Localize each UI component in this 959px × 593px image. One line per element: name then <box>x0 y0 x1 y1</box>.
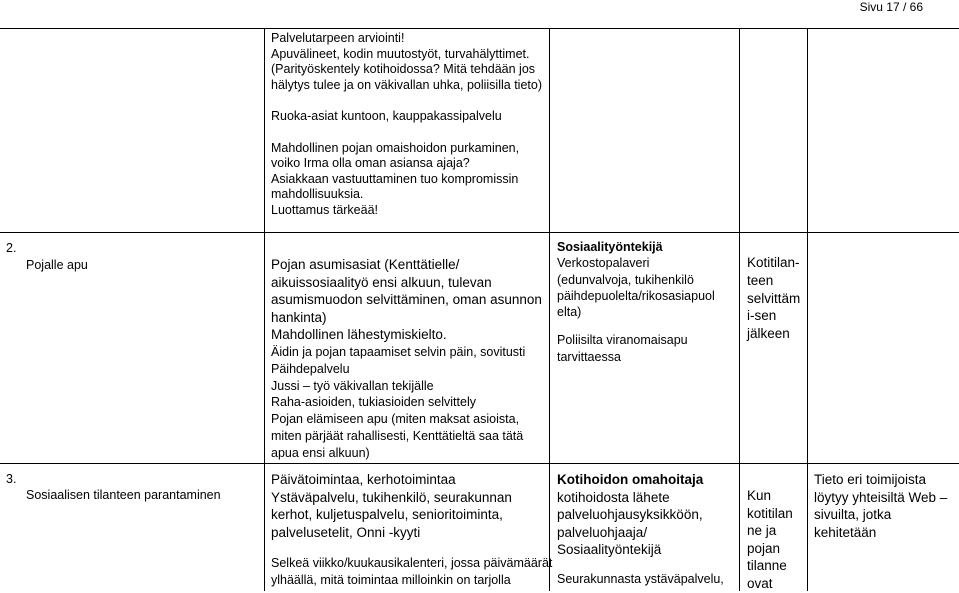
row3-timing-line: kotitilan <box>747 505 793 521</box>
row2-line: aikuissosiaalityö ensi alkuun, tulevan <box>271 274 492 290</box>
row3-number: 3. <box>6 472 17 486</box>
row3-line: Ystäväpalvelu, tukihenkilö, seurakunnan <box>271 489 512 505</box>
row3-responsible-cell <box>557 471 703 559</box>
row2-line: Raha-asioiden, tukiasioiden selvittely <box>271 395 476 410</box>
row1-line: voiko Irma olla oman asiansa ajaja? <box>271 156 470 170</box>
row3-actions-cell <box>271 471 512 541</box>
column-divider-3 <box>739 28 740 591</box>
row2-line: asumismuodon selvittäminen, oman asunnon <box>271 292 542 307</box>
row3-notes-cell <box>814 471 947 541</box>
row3-notes-line: löytyy yhteisiltä Web – <box>814 489 948 505</box>
row2-line: Pojan asumisasiat (Kenttätielle/ <box>271 257 460 272</box>
row3-notes-line: sivuilta, jotka <box>814 507 892 523</box>
row1-actions-cell <box>271 31 542 218</box>
row2-line: hankinta) <box>271 309 327 325</box>
row2-line: miten pärjäät rahallisesti, Kenttätieltä saa tätä <box>271 428 524 443</box>
row2-responsible-line: elta) <box>557 305 582 320</box>
row2-timing-line: jälkeen <box>747 326 790 342</box>
row1-line: Ruoka-asiat kuntoon, kauppakassipalvelu <box>271 109 502 123</box>
row2-responsible-heading: Sosiaalityöntekijä <box>557 240 663 254</box>
row3-responsible-cell-continued: Seurakunnasta ystäväpalvelu, <box>557 572 724 586</box>
row1-line: Mahdollinen pojan omaishoidon purkaminen, <box>271 140 520 155</box>
row3-responsible-heading: Kotihoidon omahoitaja <box>557 472 704 487</box>
row3-responsible-line: Sosiaalityöntekijä <box>557 542 662 558</box>
row3-line: Selkeä viikko/kuukausikalenteri, jossa päivämäärät <box>271 556 553 570</box>
row2-responsible-line: päihdepuolelta/rikosasiapuol <box>557 288 715 303</box>
page-number: Sivu 17 / 66 <box>859 0 923 14</box>
row3-actions-cell-continued <box>271 555 552 588</box>
row2-timing-line: Kotitilan- <box>747 255 800 270</box>
row3-responsible-line: palveluohjausyksikköön, <box>557 507 703 523</box>
row1-line: hälytys tulee ja on väkivallan uhka, poliisilla tieto) <box>271 77 542 92</box>
row3-title: Sosiaalisen tilanteen parantaminen <box>26 488 221 502</box>
row2-timing-line: i-sen <box>747 308 777 324</box>
row3-line: Päivätoimintaa, kerhotoimintaa <box>271 472 456 487</box>
row2-line: Jussi – työ väkivallan tekijälle <box>271 378 434 393</box>
row2-title: Pojalle apu <box>26 258 88 272</box>
row2-responsible-line: Verkostopalaveri <box>557 256 650 271</box>
row2-timing-cell <box>747 254 800 343</box>
row2-line: Päihdepalvelu <box>271 361 350 376</box>
row-divider-1 <box>0 232 959 233</box>
row2-responsible-cell <box>557 239 715 365</box>
row2-responsible-line: tarvittaessa <box>557 349 621 364</box>
row2-responsible-line: (edunvalvoja, tukihenkilö <box>557 272 694 287</box>
row2-line: Pojan elämiseen apu (miten maksat asioista, <box>271 412 520 427</box>
row3-responsible-line: palveluohjaaja/ <box>557 524 648 540</box>
column-divider-1 <box>264 28 265 591</box>
row1-line: mahdollisuuksia. <box>271 187 364 201</box>
row2-line: Äidin ja pojan tapaamiset selvin päin, sovitusti <box>271 345 526 359</box>
column-divider-4 <box>807 28 808 591</box>
column-divider-2 <box>549 28 550 591</box>
row2-line: apua ensi alkuun) <box>271 445 370 460</box>
row3-timing-cell <box>747 487 793 593</box>
row3-timing-line: pojan <box>747 540 781 556</box>
row1-line: Asiakkaan vastuuttaminen tuo kompromissin <box>271 171 519 186</box>
row2-line: Mahdollinen lähestymiskielto. <box>271 327 447 342</box>
row3-notes-line: Tieto eri toimijoista <box>814 472 927 487</box>
row3-line: ylhäällä, mitä toimintaa milloinkin on tarjolla <box>271 572 511 587</box>
row1-line: Luottamus tärkeää! <box>271 202 379 217</box>
row2-timing-line: selvittäm <box>747 290 801 306</box>
row1-line: (Parityöskentely kotihoidossa? Mitä tehdään jos <box>271 62 536 76</box>
row3-line: palvelusetelit, Onni -kyyti <box>271 524 421 540</box>
row3-timing-line: Kun <box>747 488 772 503</box>
row3-timing-line: tilanne <box>747 558 787 574</box>
row3-responsible-line: kotihoidosta lähete <box>557 489 670 505</box>
row3-line: kerhot, kuljetuspalvelu, senioritoiminta, <box>271 507 503 522</box>
row1-line: Apuvälineet, kodin muutostyöt, turvahälyttimet. <box>271 46 530 61</box>
row3-timing-line: ne ja <box>747 523 777 539</box>
row1-line: Palvelutarpeen arviointi! <box>271 31 405 45</box>
row2-timing-line: teen <box>747 272 774 288</box>
table-top-border <box>0 28 959 29</box>
row2-actions-cell-continued <box>271 344 525 462</box>
row2-number: 2. <box>6 241 17 255</box>
row3-notes-line: kehitetään <box>814 524 877 540</box>
row2-responsible-line: Poliisilta viranomaisapu <box>557 333 688 348</box>
row-divider-2 <box>0 463 959 464</box>
row2-actions-cell <box>271 256 542 344</box>
row3-timing-line: ovat <box>747 575 773 591</box>
